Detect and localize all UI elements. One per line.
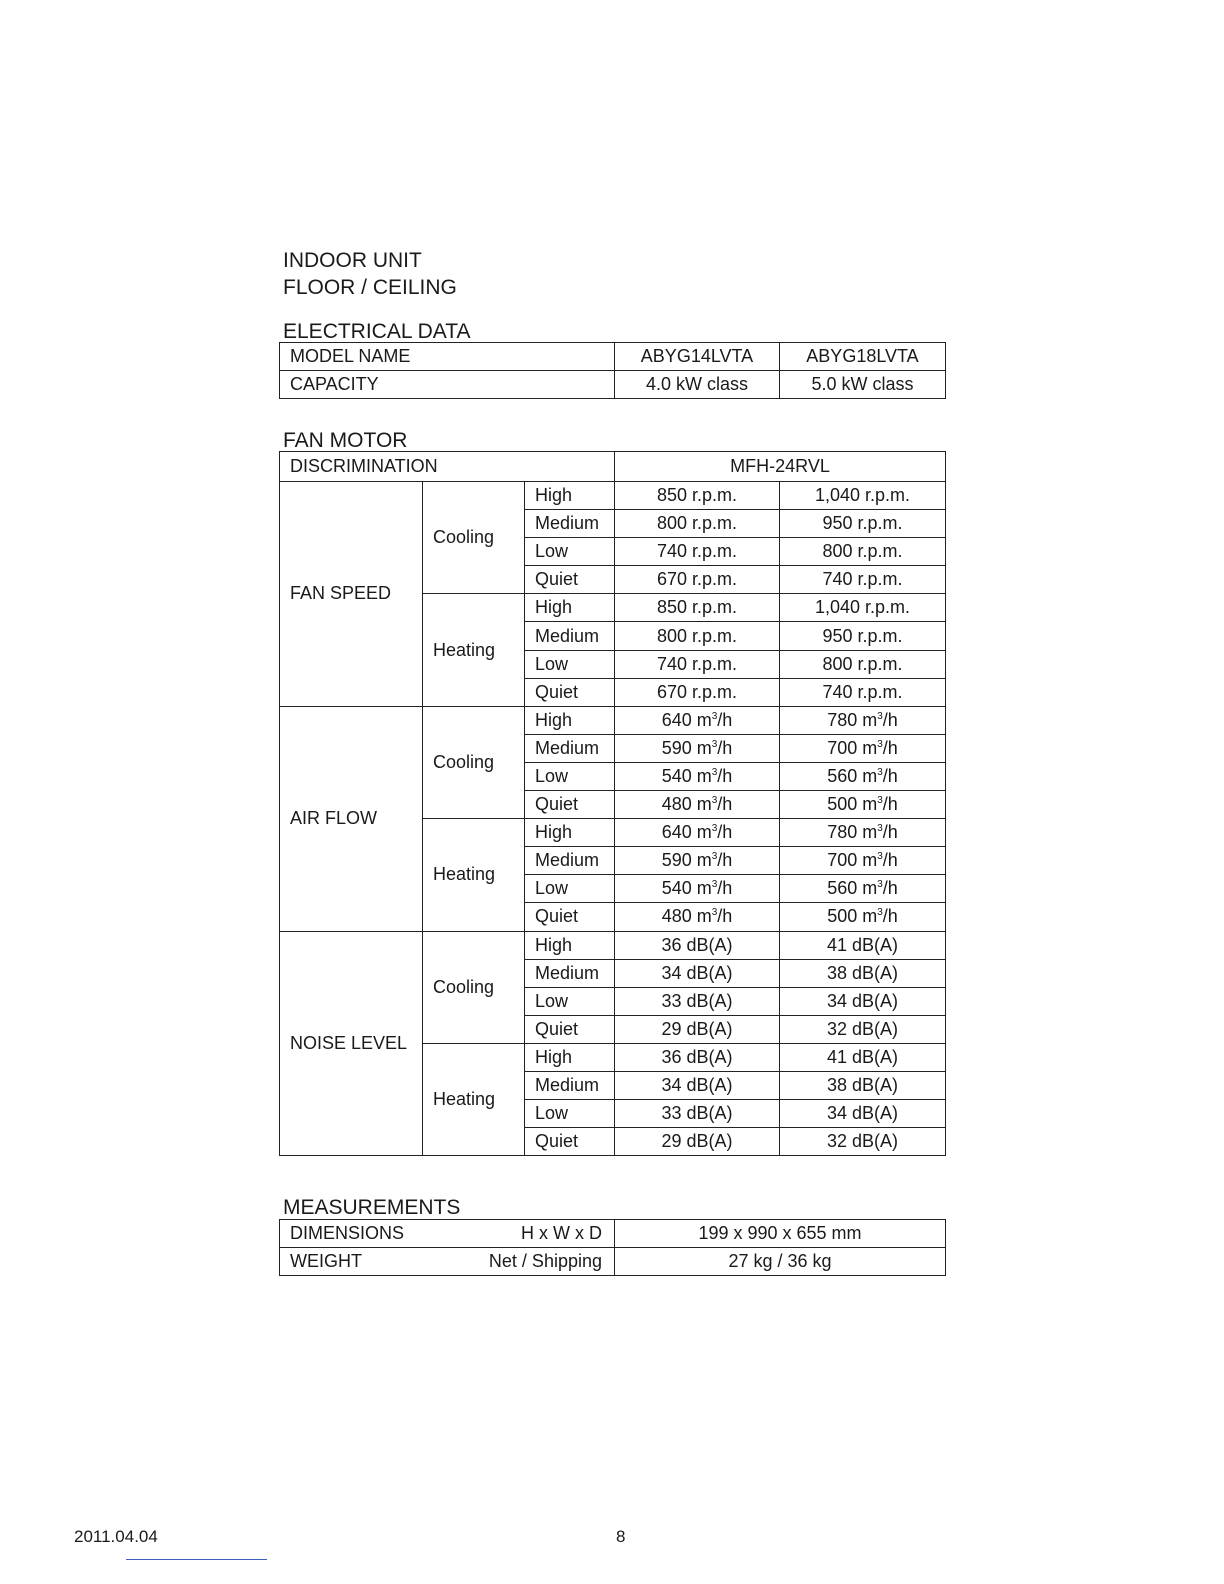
weight-sub: Net / Shipping (488, 1251, 602, 1271)
value-a: 33 dB(A) (615, 1100, 780, 1128)
value-b: 780 $m^3/h$ (780, 819, 946, 847)
value-b: 500 $m^3/h$ (780, 791, 946, 819)
footer-date: 2011.04.04 (74, 1527, 158, 1546)
value-a: 740 r.p.m. (615, 650, 780, 678)
value-a: 29 dB(A) (615, 1015, 780, 1043)
value-b: 740 r.p.m. (780, 678, 946, 706)
discrimination-value: MFH-24RVL (615, 452, 946, 482)
dimensions-sub: H x W x D (521, 1223, 602, 1243)
speed-label: Quiet (525, 903, 615, 931)
capacity-b: 5.0 kW class (780, 371, 946, 399)
weight-label: WEIGHT (290, 1251, 362, 1271)
value-b: 38 dB(A) (780, 959, 946, 987)
value-b: 700 $m^3/h$ (780, 734, 946, 762)
measurements-table (279, 1219, 946, 1276)
value-a: 34 dB(A) (615, 959, 780, 987)
value-b: 32 dB(A) (780, 1015, 946, 1043)
speed-label: Quiet (525, 791, 615, 819)
value-a: 36 dB(A) (615, 931, 780, 959)
value-b: 38 dB(A) (780, 1071, 946, 1099)
value-b: 800 r.p.m. (780, 538, 946, 566)
table-row (280, 371, 946, 399)
value-b: 700 $m^3/h$ (780, 847, 946, 875)
mode-label: Cooling (423, 931, 525, 1043)
speed-label: High (525, 819, 615, 847)
speed-label: Medium (525, 734, 615, 762)
capacity-a: 4.0 kW class (615, 371, 780, 399)
value-a: 480 $m^3/h$ (615, 791, 780, 819)
electrical-title: ELECTRICAL DATA (283, 320, 471, 343)
table-row (280, 931, 946, 959)
group-label: FAN SPEED (280, 482, 423, 707)
table-row (280, 1248, 946, 1276)
speed-label: High (525, 931, 615, 959)
mode-label: Heating (423, 594, 525, 706)
value-a: 590 $m^3/h$ (615, 847, 780, 875)
electrical-table (279, 342, 946, 399)
value-b: 41 dB(A) (780, 1043, 946, 1071)
value-b: 1,040 r.p.m. (780, 482, 946, 510)
table-row (280, 1220, 946, 1248)
value-b: 500 $m^3/h$ (780, 903, 946, 931)
speed-label: Low (525, 875, 615, 903)
measurements-title: MEASUREMENTS (283, 1196, 461, 1219)
group-label: NOISE LEVEL (280, 931, 423, 1156)
value-a: 800 r.p.m. (615, 510, 780, 538)
table-row (280, 482, 946, 510)
value-b: 560 $m^3/h$ (780, 875, 946, 903)
value-b: 32 dB(A) (780, 1128, 946, 1156)
value-b: 1,040 r.p.m. (780, 594, 946, 622)
discrimination-label: DISCRIMINATION (280, 452, 615, 482)
speed-label: Medium (525, 1071, 615, 1099)
speed-label: Medium (525, 959, 615, 987)
value-a: 670 r.p.m. (615, 566, 780, 594)
value-a: 33 dB(A) (615, 987, 780, 1015)
value-b: 800 r.p.m. (780, 650, 946, 678)
value-b: 740 r.p.m. (780, 566, 946, 594)
page-number: 8 (616, 1527, 626, 1546)
speed-label: High (525, 1043, 615, 1071)
value-a: 29 dB(A) (615, 1128, 780, 1156)
speed-label: Low (525, 987, 615, 1015)
header-line2: FLOOR / CEILING (283, 276, 457, 299)
value-a: 850 r.p.m. (615, 594, 780, 622)
value-a: 640 $m^3/h$ (615, 819, 780, 847)
value-b: 34 dB(A) (780, 1100, 946, 1128)
speed-label: Quiet (525, 566, 615, 594)
model-name-label: MODEL NAME (280, 343, 615, 371)
capacity-label: CAPACITY (280, 371, 615, 399)
value-b: 41 dB(A) (780, 931, 946, 959)
speed-label: Medium (525, 847, 615, 875)
dimensions-value: 199 x 990 x 655 mm (615, 1220, 946, 1248)
speed-label: Low (525, 650, 615, 678)
value-b: 780 $m^3/h$ (780, 706, 946, 734)
mode-label: Cooling (423, 482, 525, 594)
speed-label: High (525, 706, 615, 734)
value-b: 560 $m^3/h$ (780, 762, 946, 790)
weight-value: 27 kg / 36 kg (615, 1248, 946, 1276)
model-b: ABYG18LVTA (780, 343, 946, 371)
value-a: 670 r.p.m. (615, 678, 780, 706)
mode-label: Cooling (423, 706, 525, 818)
fan-motor-table (279, 451, 946, 1156)
value-a: 540 $m^3/h$ (615, 875, 780, 903)
value-a: 640 $m^3/h$ (615, 706, 780, 734)
model-a: ABYG14LVTA (615, 343, 780, 371)
value-a: 590 $m^3/h$ (615, 734, 780, 762)
fan-motor-title: FAN MOTOR (283, 429, 408, 452)
mode-label: Heating (423, 1043, 525, 1155)
speed-label: Quiet (525, 1015, 615, 1043)
speed-label: Medium (525, 510, 615, 538)
value-a: 850 r.p.m. (615, 482, 780, 510)
speed-label: Low (525, 762, 615, 790)
header-line1: INDOOR UNIT (283, 249, 422, 272)
value-a: 480 $m^3/h$ (615, 903, 780, 931)
value-b: 950 r.p.m. (780, 510, 946, 538)
speed-label: Low (525, 1100, 615, 1128)
value-a: 36 dB(A) (615, 1043, 780, 1071)
speed-label: High (525, 594, 615, 622)
table-row (280, 343, 946, 371)
value-b: 34 dB(A) (780, 987, 946, 1015)
table-row (280, 706, 946, 734)
speed-label: Quiet (525, 1128, 615, 1156)
footer-divider (126, 1559, 267, 1560)
speed-label: Medium (525, 622, 615, 650)
value-a: 540 $m^3/h$ (615, 762, 780, 790)
table-row (280, 452, 946, 482)
dimensions-label: DIMENSIONS (290, 1223, 405, 1243)
speed-label: Quiet (525, 678, 615, 706)
value-a: 740 r.p.m. (615, 538, 780, 566)
value-a: 34 dB(A) (615, 1071, 780, 1099)
value-b: 950 r.p.m. (780, 622, 946, 650)
speed-label: High (525, 482, 615, 510)
value-a: 800 r.p.m. (615, 622, 780, 650)
speed-label: Low (525, 538, 615, 566)
group-label: AIR FLOW (280, 706, 423, 931)
mode-label: Heating (423, 819, 525, 931)
